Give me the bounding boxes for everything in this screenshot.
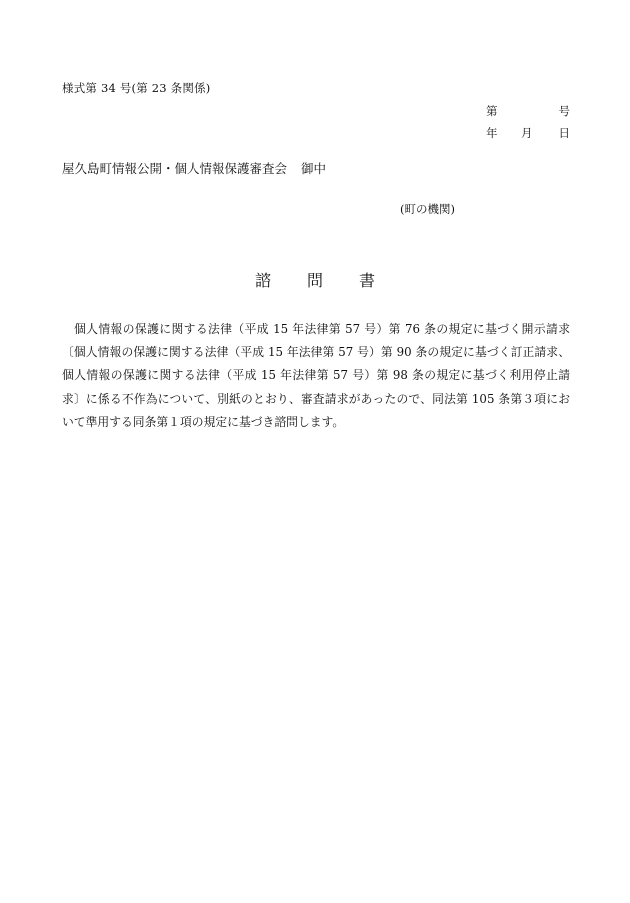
sender-label: (町の機関) bbox=[400, 202, 455, 216]
addressee bbox=[62, 159, 326, 177]
reference-number-row bbox=[486, 100, 570, 122]
form-number: 様式第 34 号(第 23 条関係) bbox=[62, 81, 211, 95]
number-prefix: 第 bbox=[486, 104, 498, 118]
reference-block bbox=[486, 100, 570, 144]
date-day: 日 bbox=[558, 126, 570, 140]
number-suffix: 号 bbox=[558, 104, 570, 118]
document-title: 諮問書 bbox=[254, 271, 411, 290]
date-month: 月 bbox=[521, 126, 533, 140]
document-body: 個人情報の保護に関する法律（平成 15 年法律第 57 号）第 76 条の規定に基づく開示請求〔個人情報の保護に関する法律（平成 15 年法律第 57 号）第 90 条の規定に基づく訂正請求、個人情報の保護に関する法律（平成 15 年法律第 57 号）第 98 条の規定に基づく利用停止請求〕に係る不作為について、別紙のとおり、審査請求があったので、同法第 105 条第３項において準用する同条第１項の規定に基づき諮問します。 bbox=[62, 322, 570, 429]
addressee-name: 屋久島町情報公開・個人情報保護審査会 bbox=[62, 161, 288, 176]
date-year: 年 bbox=[486, 126, 498, 140]
date-row bbox=[486, 122, 570, 144]
addressee-honorific: 御中 bbox=[301, 161, 327, 176]
